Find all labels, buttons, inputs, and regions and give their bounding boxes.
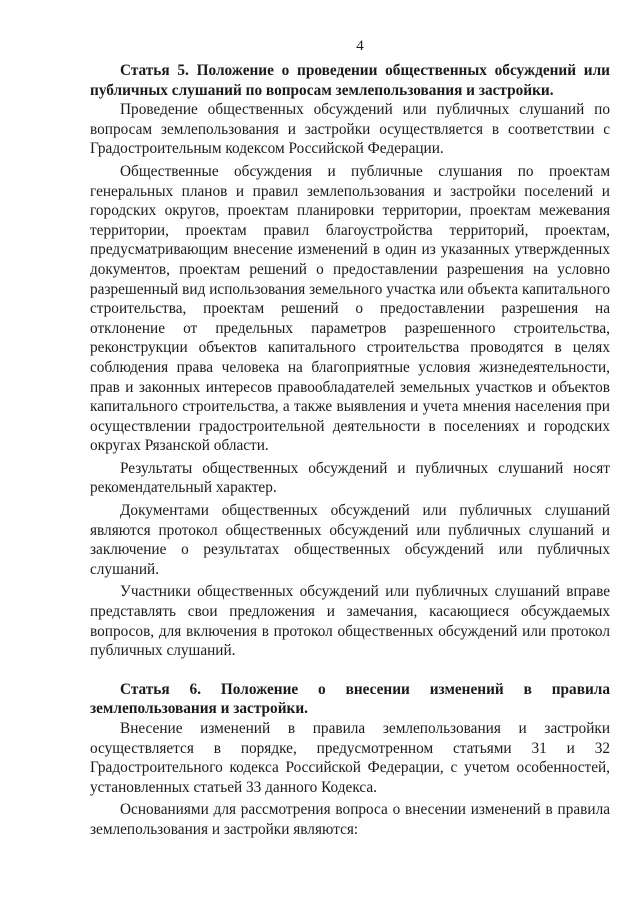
article-5-paragraph-3: Результаты общественных обсуждений и публичных слушаний носят рекомендательный характер. — [90, 459, 610, 497]
article-6-heading: Статья 6. Положение о внесении изменений в правила землепользования и застройки. — [90, 680, 610, 718]
page-number: 4 — [356, 38, 364, 54]
article-5-paragraph-5: Участники общественных обсуждений или публичных слушаний вправе представлять свои предложения и замечания, касающиеся обсуждаемых вопросов, для включения в протокол общественных обсуждений или протокол публичных слушаний. — [90, 583, 610, 660]
article-6-section — [90, 680, 610, 840]
article-5-paragraph-1: Проведение общественных обсуждений или публичных слушаний по вопросам землепользования и застройки осуществляется в соответствии с Градостроительным кодексом Российской Федерации. — [90, 101, 610, 158]
article-5-heading: Статья 5. Положение о проведении общественных обсуждений или публичных слушаний по вопросам землепользования и застройки. — [90, 62, 610, 99]
article-5-paragraph-4: Документами общественных обсуждений или публичных слушаний являются протокол общественных обсуждений или публичных слушаний и заключение о результатах общественных обсуждений или публичных слушаний. — [90, 502, 610, 578]
article-5-section — [90, 61, 610, 661]
article-6-paragraph-2: Основаниями для рассмотрения вопроса о внесении изменений в правила землепользования и застройки являются: — [90, 801, 610, 838]
article-6-paragraph-1: Внесение изменений в правила землепользования и застройки осуществляется в порядке, предусмотренном статьями 31 и 32 Градостроительного кодекса Российской Федерации, с учетом особенностей, установленных статьей 33 данного Кодекса. — [90, 720, 610, 796]
section-gap — [90, 664, 610, 680]
document-page — [90, 38, 610, 843]
article-5-paragraph-2: Общественные обсуждения и публичные слушания по проектам генеральных планов и правил землепользования и застройки поселений и городских округов, проектам планировки территории, проектам межевания территории, проектам правил благоустройства территорий, проектам, предусматривающим внесение изменений в один из указанных утвержденных документов, проектам решений о предоставлении разрешения на условно разрешенный вид использования земельного участка или объекта капитального строительства, проектам решений о предоставлении разрешения на отклонение от предельных параметров разрешенного строительства, реконструкции объектов капитального строительства проводятся в целях соблюдения права человека на благоприятные условия жизнедеятельности, прав и законных интересов правообладателей земельных участков и объектов капитального строительства, а также выявления и учета мнения населения при осуществлении градостроительной деятельности в поселениях и городских округах Рязанской области. — [90, 162, 610, 455]
